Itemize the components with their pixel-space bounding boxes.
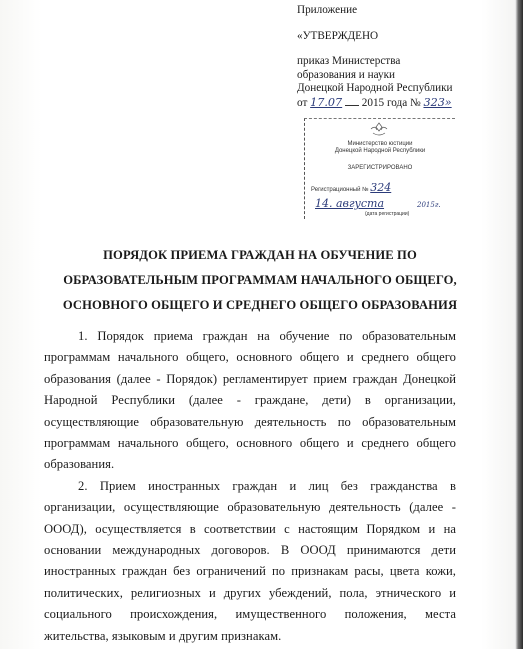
order-date-line: [297, 96, 517, 111]
year-text: 2015 года №: [361, 96, 421, 109]
order-date-handwritten: 17.07: [310, 95, 343, 109]
title-line-3: ОСНОВНОГО ОБЩЕГО И СРЕДНЕГО ОБЩЕГО ОБРАЗОВАНИЯ: [62, 298, 458, 312]
stamp-date-caption: (дата регистрации): [365, 211, 410, 217]
date-prefix: от: [297, 96, 308, 109]
registration-stamp: [304, 118, 455, 219]
paragraph-1: 1. Порядок приема граждан на обучение по образовательным программам начального общего, основного общего и среднего общего образования (далее - Порядок) регламентирует прием граждан Донецкой Народной Республики (далее - граждане, дети) в организации, осуществляющие образовательную деятельность по образовательным программам начального общего, основного общего и среднего общего образования.: [44, 329, 456, 472]
order-line-3: Донецкой Народной Республики: [297, 82, 453, 94]
order-number-handwritten: 323»: [423, 95, 452, 109]
title-line-2: ОБРАЗОВАТЕЛЬНЫМ ПРОГРАММАМ НАЧАЛЬНОГО ОБЩЕГО,: [63, 273, 457, 287]
appendix-label: Приложение: [297, 4, 358, 16]
stamp-reg-date-handwritten: 14. августа: [315, 197, 385, 210]
reg-number-handwritten: 324: [370, 181, 392, 194]
coat-of-arms-icon: [367, 121, 391, 139]
document-body: [44, 326, 456, 647]
stamp-reg-year: 2015г.: [417, 201, 441, 209]
stamp-ministry: Министерство юстиции Донецкой Народной Республики: [334, 141, 426, 154]
document-title: [40, 243, 480, 318]
approved-label: «УТВЕРЖДЕНО: [297, 29, 379, 42]
scan-edge: [515, 0, 523, 649]
title-line-1: ПОРЯДОК ПРИЕМА ГРАЖДАН НА ОБУЧЕНИЕ ПО: [103, 248, 417, 262]
stamp-reg-number: Регистрационный № 324: [311, 181, 392, 194]
order-line-2: образования и науки: [297, 68, 395, 81]
approval-block: [297, 4, 517, 110]
paragraph-2: 2. Прием иностранных граждан и лиц без гражданства в организации, осуществляющие образовательную деятельность (далее - ОООД), осуществляется в соответствии с настоящим Порядком и на основании международных договоров. В ОООД принимаются дети иностранных граждан без ограничений по признакам расы, цвета кожи, политических, религиозных и других убеждений, пола, этнического и социального происхождения, имущественного положения, места жительства, языковым и другим признакам.: [44, 478, 456, 643]
order-line-1: приказ Министерства: [297, 55, 401, 67]
stamp-registered-label: ЗАРЕГИСТРИРОВАНО: [347, 165, 413, 171]
